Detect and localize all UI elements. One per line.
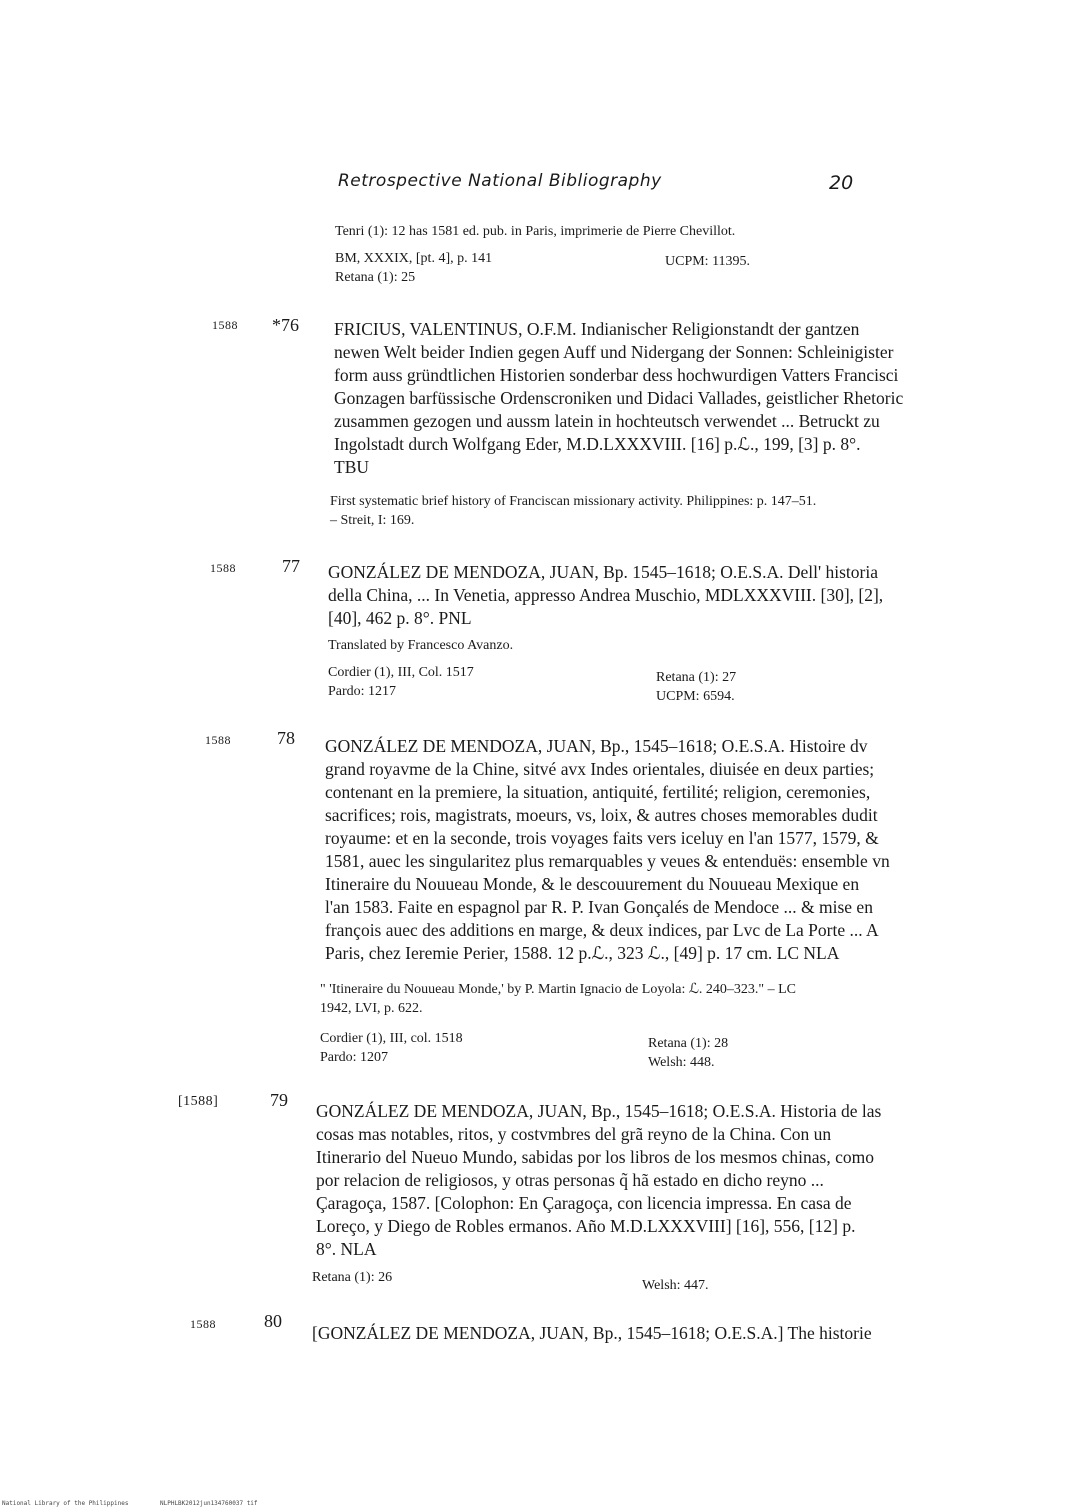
carryover-cite-right: UCPM: 11395. bbox=[665, 254, 751, 269]
entry-line: GONZÁLEZ DE MENDOZA, JUAN, Bp. 1545–1618; O.E.S.A. Dell' historia bbox=[328, 562, 878, 582]
entry-line: por relacion de religiosos, y otras personas q̃ hã estado en dicho reyno ... bbox=[316, 1170, 824, 1190]
entry-note bbox=[320, 980, 796, 1018]
entry-line: Gonzagen barfüssische Ordenscroniken und Didaci Vallades, geistlicher Rhetoric bbox=[334, 388, 904, 408]
entry-year: 1588 bbox=[205, 733, 231, 747]
entry-cites-right bbox=[656, 668, 736, 706]
citation: Retana (1): 28 bbox=[648, 1036, 729, 1051]
entry-line: l'an 1583. Faite en espagnol par R. P. Ivan Gonçalés de Mendoce ... & mise en bbox=[325, 897, 873, 917]
entry-body bbox=[334, 318, 994, 479]
entry-cites-left bbox=[320, 1029, 463, 1067]
entry-line: Çaragoça, 1587. [Colophon: En Çaragoça, con licencia impressa. En casa de bbox=[316, 1193, 852, 1213]
citation: Retana (1): 26 bbox=[312, 1270, 393, 1285]
entry-body bbox=[328, 561, 988, 630]
entry-line: FRICIUS, VALENTINUS, O.F.M. Indianischer Religionstandt der gantzen bbox=[334, 319, 860, 339]
carryover-cite-left: BM, XXXIX, [pt. 4], p. 141 bbox=[335, 251, 493, 266]
entry-line: Loreço, y Diego de Robles ermanos. Año M.D.LXXXVIII] [16], 556, [12] p. bbox=[316, 1216, 856, 1236]
entry-note-line: 1942, LVI, p. 622. bbox=[320, 1001, 423, 1016]
entry-line: GONZÁLEZ DE MENDOZA, JUAN, Bp., 1545–1618; O.E.S.A. Histoire dv bbox=[325, 736, 868, 756]
entry-line: newen Welt beider Indien gegen Auff und Nidergang der Sonnen: Schleinigister bbox=[334, 342, 894, 362]
citation: Welsh: 447. bbox=[642, 1278, 709, 1293]
citation: Pardo: 1207 bbox=[320, 1050, 389, 1065]
citation: Cordier (1), III, Col. 1517 bbox=[328, 665, 474, 680]
entry-number: 79 bbox=[270, 1090, 288, 1110]
entry-number: 78 bbox=[277, 728, 295, 748]
entry-number: 80 bbox=[264, 1311, 282, 1331]
entry-year: [1588] bbox=[178, 1094, 219, 1109]
citation: Pardo: 1217 bbox=[328, 684, 397, 699]
entry-note-line: First systematic brief history of Franciscan missionary activity. Philippines: p. 147–51. bbox=[330, 494, 817, 509]
entry-number: *76 bbox=[272, 315, 299, 335]
entry-line: 8°. NLA bbox=[316, 1239, 377, 1259]
entry-line: Itineraire du Nouueau Monde, & le descouurement du Nouueau Mexique en bbox=[325, 874, 860, 894]
citation: Retana (1): 27 bbox=[656, 670, 737, 685]
entry-line: Paris, chez Ieremie Perier, 1588. 12 p.ℒ., 323 ℒ., [49] p. 17 cm. LC NLA bbox=[325, 943, 840, 963]
entry-line: GONZÁLEZ DE MENDOZA, JUAN, Bp., 1545–1618; O.E.S.A. Historia de las bbox=[316, 1101, 882, 1121]
entry-line: cosas mas notables, ritos, y costvmbres del grã reyno de la China. Con un bbox=[316, 1124, 832, 1144]
entry-cites-right bbox=[642, 1276, 709, 1295]
entry-note bbox=[330, 492, 816, 530]
entry-cites-left bbox=[328, 663, 474, 701]
entry-line: royaume: et en la seconde, trois voyages faits vers iceluy en l'an 1577, 1579, & bbox=[325, 828, 879, 848]
entry-line: form auss gründtlichen Historien sonderbar dess hochwurdigen Vatters Francisci bbox=[334, 365, 899, 385]
entry-line: Itinerario del Nueuo Mundo, sabidas por los libros de los mesmos chinas, como bbox=[316, 1147, 874, 1167]
page-number: 20 bbox=[829, 172, 854, 194]
carryover-cite-left-2: Retana (1): 25 bbox=[335, 270, 416, 285]
footer-filename: NLPHLBK2012jun134760037 tif bbox=[160, 1500, 258, 1507]
entry-line: 1581, auec les singularitez plus remarquables y veues & entenduës: ensemble vn bbox=[325, 851, 890, 871]
entry-note-line: " 'Itineraire du Nouueau Monde,' by P. Martin Ignacio de Loyola: ℒ. 240–323." – LC bbox=[320, 982, 797, 997]
entry-year: 1588 bbox=[190, 1317, 216, 1331]
entry-note: Translated by Francesco Avanzo. bbox=[328, 638, 514, 653]
citation: Welsh: 448. bbox=[648, 1055, 715, 1070]
entry-line: della China, ... In Venetia, appresso Andrea Muschio, MDLXXXVIII. [30], [2], bbox=[328, 585, 884, 605]
entry-year: 1588 bbox=[210, 561, 236, 575]
footer-library: National Library of the Philippines bbox=[2, 1500, 129, 1507]
entry-line: contenant en la premiere, la situation, antiquité, fertilité; religion, ceremonies, bbox=[325, 782, 871, 802]
entry-year: 1588 bbox=[212, 318, 238, 332]
entry-line: [40], 462 p. 8°. PNL bbox=[328, 608, 472, 628]
entry-line: [GONZÁLEZ DE MENDOZA, JUAN, Bp., 1545–1618; O.E.S.A.] The historie bbox=[312, 1323, 872, 1343]
entry-line: Ingolstadt durch Wolfgang Eder, M.D.LXXXVIII. [16] p.ℒ., 199, [3] p. 8°. bbox=[334, 434, 861, 454]
carryover-note: Tenri (1): 12 has 1581 ed. pub. in Paris, imprimerie de Pierre Chevillot. bbox=[335, 224, 736, 239]
entry-cites-right bbox=[648, 1034, 728, 1072]
entry-body bbox=[316, 1100, 986, 1261]
running-header: Retrospective National Bibliography bbox=[338, 171, 662, 191]
entry-line: sacrifices; rois, magistrats, moeurs, vs, loix, & autres choses memorables dudit bbox=[325, 805, 878, 825]
entry-body bbox=[312, 1322, 992, 1345]
entry-line: zusammen gezogen und aussm latein in hochteutsch verwendet ... Betruckt zu bbox=[334, 411, 880, 431]
entry-line: grand royavme de la Chine, sitvé avx Indes orientales, diuisée en deux parties; bbox=[325, 759, 875, 779]
entry-number: 77 bbox=[282, 556, 300, 576]
entry-line: TBU bbox=[334, 457, 369, 477]
entry-cites-left bbox=[312, 1268, 392, 1287]
citation: UCPM: 6594. bbox=[656, 689, 735, 704]
entry-line: françois auec des additions en marge, & deux indices, par Lvc de La Porte ... A bbox=[325, 920, 879, 940]
citation: Cordier (1), III, col. 1518 bbox=[320, 1031, 463, 1046]
entry-body bbox=[325, 735, 995, 965]
entry-note-line: – Streit, I: 169. bbox=[330, 513, 415, 528]
